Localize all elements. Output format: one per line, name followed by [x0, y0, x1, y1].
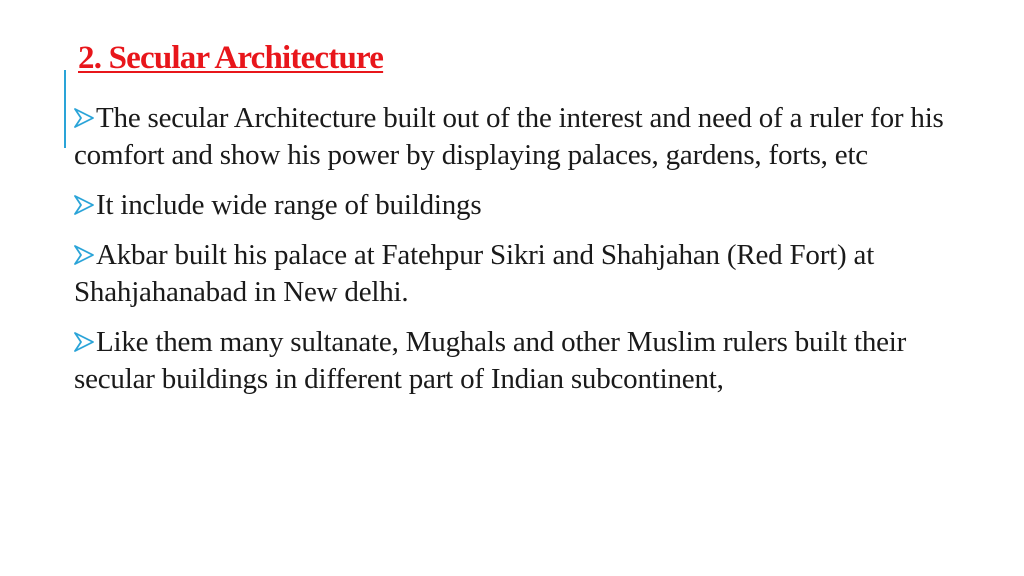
- bullet-list: [74, 100, 954, 398]
- bullet-item: [74, 324, 954, 398]
- bullet-item: [74, 237, 954, 311]
- slide-title: 2. Secular Architecture: [78, 40, 384, 76]
- accent-bar: [64, 70, 66, 148]
- bullet-item: [74, 100, 954, 174]
- arrow-bullet-icon: [74, 194, 94, 216]
- bullet-text: Like them many sultanate, Mughals and other Muslim rulers built their secular buildings in different part of Indian subcontinent,: [74, 326, 907, 395]
- bullet-item: [74, 187, 954, 224]
- arrow-bullet-icon: [74, 107, 94, 129]
- bullet-text: It include wide range of buildings: [96, 189, 482, 221]
- arrow-bullet-icon: [74, 244, 94, 266]
- bullet-text: Akbar built his palace at Fatehpur Sikri and Shahjahan (Red Fort) at Shahjahanabad in New delhi.: [74, 239, 875, 308]
- arrow-bullet-icon: [74, 331, 94, 353]
- bullet-text: The secular Architecture built out of the interest and need of a ruler for his comfort and show his power by displaying palaces, gardens, forts, etc: [74, 102, 944, 171]
